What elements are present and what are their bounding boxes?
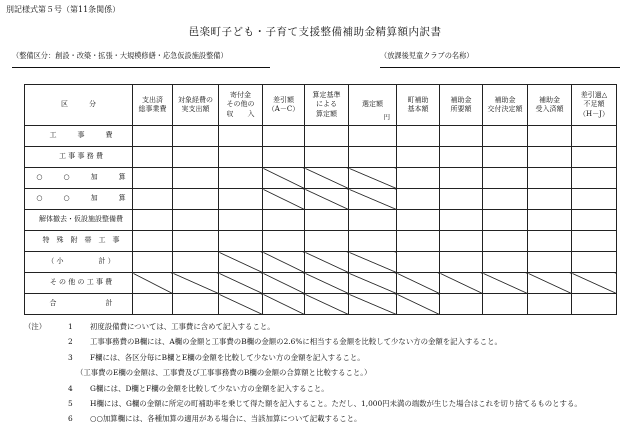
- note-number: 4: [68, 383, 73, 393]
- amount-cell[interactable]: [133, 210, 173, 231]
- not-applicable-cell: [349, 189, 397, 210]
- not-applicable-cell: [133, 273, 173, 294]
- not-applicable-cell: [397, 273, 440, 294]
- amount-cell[interactable]: [397, 231, 440, 252]
- amount-cell[interactable]: [572, 126, 617, 147]
- amount-cell[interactable]: [133, 168, 173, 189]
- calculation-table-wrapper: [24, 84, 617, 315]
- amount-cell[interactable]: [440, 231, 483, 252]
- not-applicable-cell: [349, 252, 397, 273]
- amount-cell[interactable]: [305, 231, 349, 252]
- amount-cell[interactable]: [173, 168, 219, 189]
- amount-cell[interactable]: [263, 126, 305, 147]
- amount-cell[interactable]: [397, 168, 440, 189]
- not-applicable-cell: [572, 273, 617, 294]
- amount-cell[interactable]: [219, 231, 263, 252]
- table-row: [25, 231, 617, 252]
- not-applicable-cell: [263, 189, 305, 210]
- column-header: 補助金 所要額: [440, 85, 483, 126]
- table-row: [25, 210, 617, 231]
- amount-cell[interactable]: [483, 231, 528, 252]
- amount-cell[interactable]: [133, 294, 173, 315]
- column-header: 寄付金 その他の 収 入: [219, 85, 263, 126]
- amount-cell[interactable]: [219, 189, 263, 210]
- row-label: ○ ○ 加 算: [25, 168, 133, 189]
- notes-prefix: （注）: [24, 322, 47, 331]
- amount-cell[interactable]: [440, 252, 483, 273]
- amount-cell[interactable]: [133, 147, 173, 168]
- amount-cell[interactable]: [572, 231, 617, 252]
- amount-cell[interactable]: [440, 294, 483, 315]
- column-header: 算定基準 による 算定額: [305, 85, 349, 126]
- table-row: [25, 294, 617, 315]
- not-applicable-cell: [263, 252, 305, 273]
- amount-cell[interactable]: [483, 168, 528, 189]
- note-number: 1: [68, 322, 73, 331]
- amount-cell[interactable]: [572, 147, 617, 168]
- amount-cell[interactable]: [219, 126, 263, 147]
- amount-cell[interactable]: [173, 252, 219, 273]
- amount-cell[interactable]: [173, 147, 219, 168]
- note-text: H欄には、G欄の金額に所定の町補助率を乗じて得た額を記入すること。ただし、1,000円未満の端数が生じた場合はこれを切り捨てるものとする。: [90, 399, 582, 409]
- amount-cell[interactable]: [133, 189, 173, 210]
- amount-cell[interactable]: [483, 126, 528, 147]
- note-item: [24, 381, 624, 396]
- maintenance-category: （整備区分：創設・改築・拡張・大規模修繕・応急仮設施設整備）: [12, 51, 228, 60]
- calculation-table: [24, 84, 617, 315]
- column-header: 支出済 総事業費: [133, 85, 173, 126]
- notes-section: [24, 319, 624, 427]
- amount-cell[interactable]: [263, 210, 305, 231]
- amount-cell[interactable]: [397, 147, 440, 168]
- amount-cell[interactable]: [528, 252, 572, 273]
- note-item: [24, 319, 624, 334]
- note-number: 6: [68, 414, 73, 424]
- not-applicable-cell: [349, 168, 397, 189]
- amount-cell[interactable]: [572, 168, 617, 189]
- not-applicable-cell: [349, 273, 397, 294]
- table-row: [25, 273, 617, 294]
- amount-cell[interactable]: [483, 210, 528, 231]
- document-title: 邑楽町子ども・子育て支援整備補助金精算額内訳書: [188, 26, 442, 38]
- row-label: 合 計: [25, 294, 133, 315]
- amount-cell[interactable]: [397, 210, 440, 231]
- note-number: 5: [68, 399, 73, 409]
- amount-cell[interactable]: [483, 189, 528, 210]
- amount-cell[interactable]: [219, 147, 263, 168]
- note-text: 工事事務費のB欄には、A欄の金額と工事費のB欄の金額の2.6%に相当する金額を比較して少ない方の金額を記入すること。: [90, 337, 502, 347]
- amount-cell[interactable]: [397, 189, 440, 210]
- not-applicable-cell: [263, 273, 305, 294]
- amount-cell[interactable]: [483, 252, 528, 273]
- not-applicable-cell: [305, 168, 349, 189]
- amount-cell[interactable]: [173, 189, 219, 210]
- note-text: （工事費のE欄の金額は、工事費及び工事事務費のB欄の金額の合算額と比較すること。）: [76, 368, 372, 378]
- row-label: 解体撤去・仮設施設整備費: [25, 210, 133, 231]
- amount-cell[interactable]: [440, 126, 483, 147]
- column-header: 区 分: [25, 85, 133, 126]
- club-name-label: （放課後児童クラブの名称）: [380, 51, 474, 60]
- form-number: 別記様式第５号（第11条関係）: [6, 5, 121, 14]
- amount-cell[interactable]: [572, 252, 617, 273]
- amount-cell[interactable]: [528, 294, 572, 315]
- amount-cell[interactable]: [305, 126, 349, 147]
- row-label: 工 事 費: [25, 126, 133, 147]
- amount-cell[interactable]: [305, 210, 349, 231]
- note-item: [24, 334, 624, 349]
- note-text: ○○加算欄には、各種加算の適用がある場合に、当該加算について記載すること。: [90, 414, 362, 424]
- amount-cell[interactable]: [440, 210, 483, 231]
- not-applicable-cell: [305, 252, 349, 273]
- column-header: 町補助 基本額: [397, 85, 440, 126]
- amount-cell[interactable]: [528, 189, 572, 210]
- not-applicable-cell: [219, 273, 263, 294]
- note-item: [24, 365, 624, 380]
- column-header: 補助金 受入済額: [528, 85, 572, 126]
- row-label: ○ ○ 加 算: [25, 189, 133, 210]
- table-row: [25, 252, 617, 273]
- column-header: 補助金 交付決定額: [483, 85, 528, 126]
- amount-cell[interactable]: [263, 231, 305, 252]
- amount-cell[interactable]: [572, 210, 617, 231]
- note-number: 3: [68, 352, 73, 362]
- row-label: （ 小 計 ）: [25, 252, 133, 273]
- not-applicable-cell: [263, 168, 305, 189]
- note-number: 2: [68, 337, 73, 347]
- amount-cell[interactable]: [440, 189, 483, 210]
- amount-cell[interactable]: [440, 168, 483, 189]
- not-applicable-cell: [263, 294, 305, 315]
- amount-cell[interactable]: [528, 210, 572, 231]
- note-item: [24, 396, 624, 411]
- amount-cell[interactable]: [173, 231, 219, 252]
- amount-cell[interactable]: [173, 294, 219, 315]
- note-item: [24, 350, 624, 365]
- table-header-row: [25, 85, 617, 126]
- not-applicable-cell: [219, 252, 263, 273]
- maintenance-category-underline: [12, 67, 270, 68]
- column-header: 選定額 円: [349, 85, 397, 126]
- amount-cell[interactable]: [528, 168, 572, 189]
- amount-cell[interactable]: [440, 147, 483, 168]
- amount-cell[interactable]: [349, 126, 397, 147]
- amount-cell[interactable]: [483, 294, 528, 315]
- amount-cell[interactable]: [572, 189, 617, 210]
- not-applicable-cell: [305, 189, 349, 210]
- amount-cell[interactable]: [528, 126, 572, 147]
- not-applicable-cell: [173, 273, 219, 294]
- amount-cell[interactable]: [397, 126, 440, 147]
- amount-cell[interactable]: [305, 147, 349, 168]
- not-applicable-cell: [305, 294, 349, 315]
- not-applicable-cell: [483, 273, 528, 294]
- unit-yen: 円: [383, 113, 390, 122]
- note-text: F欄には、各区分毎にB欄とE欄の金額を比較して少ない方の金額を記入すること。: [90, 352, 365, 362]
- amount-cell[interactable]: [219, 168, 263, 189]
- row-label: そ の 他 の 工 事 費: [25, 273, 133, 294]
- column-header: 差引過△ 不足額 （H－J）: [572, 85, 617, 126]
- row-label: 特 殊 附 帯 工 事: [25, 231, 133, 252]
- note-text: G欄には、D欄とF欄の金額を比較して少ない方の金額を記入すること。: [90, 383, 329, 393]
- table-row: [25, 168, 617, 189]
- amount-cell[interactable]: [133, 126, 173, 147]
- club-name-underline: [380, 67, 620, 68]
- table-body: [25, 85, 617, 315]
- note-text: 初度設備費については、工事費に含めて記入すること。: [90, 322, 275, 331]
- amount-cell[interactable]: [349, 231, 397, 252]
- not-applicable-cell: [219, 294, 263, 315]
- amount-cell[interactable]: [528, 231, 572, 252]
- not-applicable-cell: [528, 273, 572, 294]
- amount-cell[interactable]: [483, 147, 528, 168]
- amount-cell[interactable]: [263, 147, 305, 168]
- amount-cell[interactable]: [173, 210, 219, 231]
- amount-cell[interactable]: [219, 210, 263, 231]
- not-applicable-cell: [440, 273, 483, 294]
- column-header: 差引額 （A－C）: [263, 85, 305, 126]
- amount-cell[interactable]: [572, 294, 617, 315]
- amount-cell[interactable]: [349, 147, 397, 168]
- table-row: [25, 189, 617, 210]
- amount-cell[interactable]: [133, 231, 173, 252]
- amount-cell[interactable]: [397, 252, 440, 273]
- not-applicable-cell: [349, 294, 397, 315]
- table-row: [25, 126, 617, 147]
- amount-cell[interactable]: [133, 252, 173, 273]
- note-item: [24, 411, 624, 426]
- amount-cell[interactable]: [173, 126, 219, 147]
- not-applicable-cell: [305, 273, 349, 294]
- row-label: 工 事 事 務 費: [25, 147, 133, 168]
- amount-cell[interactable]: [528, 147, 572, 168]
- not-applicable-cell: [397, 294, 440, 315]
- amount-cell[interactable]: [349, 210, 397, 231]
- column-header: 対象経費の 実支出額: [173, 85, 219, 126]
- table-row: [25, 147, 617, 168]
